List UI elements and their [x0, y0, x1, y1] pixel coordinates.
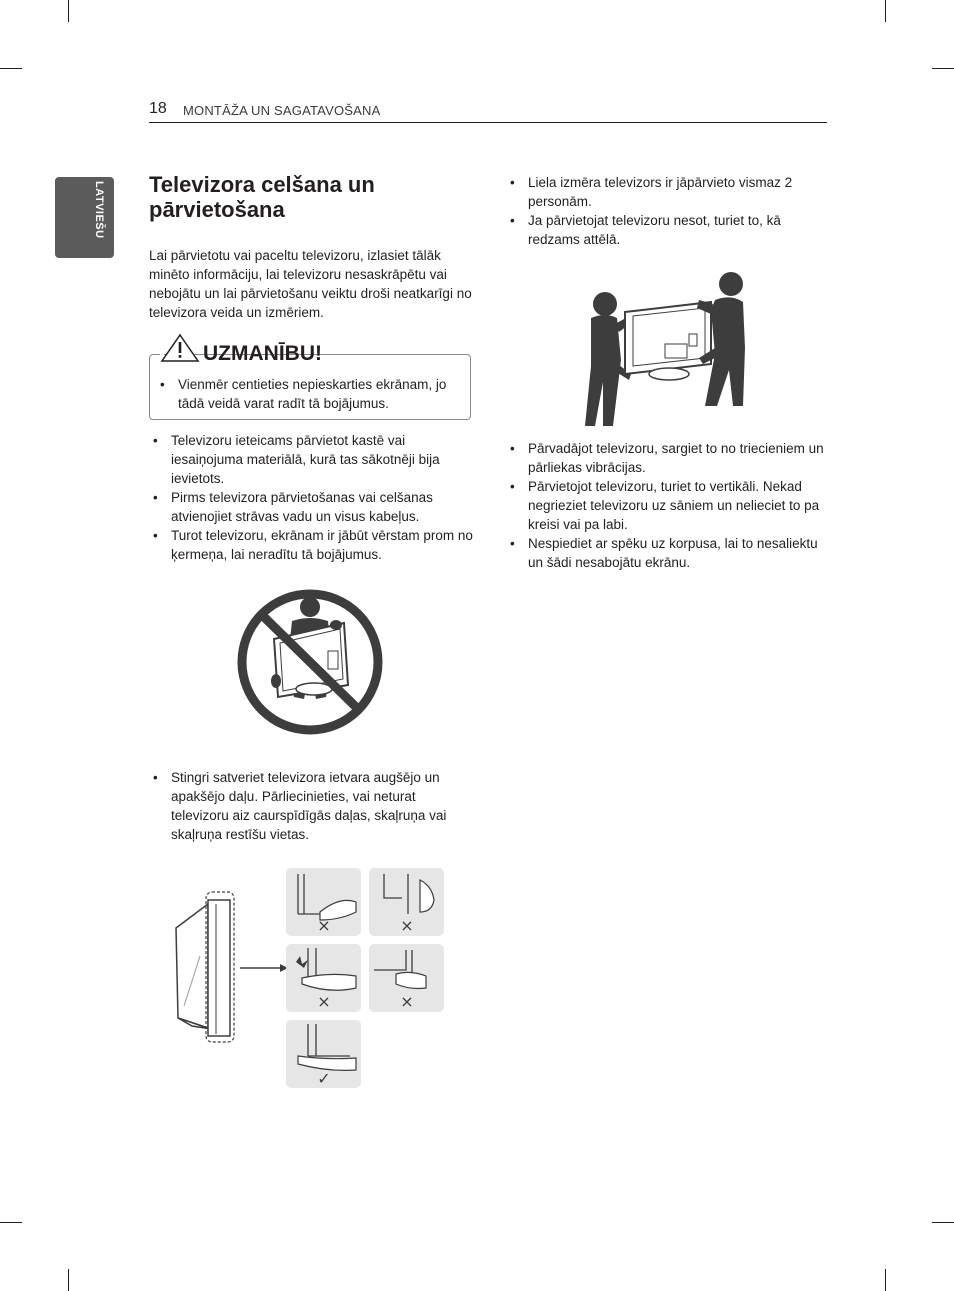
page-number: 18: [149, 100, 167, 117]
caution-list: [156, 375, 456, 413]
two-person-tips-list: [506, 173, 826, 249]
list-item: • Turot televizoru, ekrānam ir jābūt vērstam prom no ķermeņa, lai neradītu tā bojājumus.: [149, 526, 475, 564]
crop-mark: [885, 0, 886, 22]
list-item: • Pārvadājot televizoru, sargiet to no triecieniem un pārliekas vibrācijas.: [506, 439, 828, 477]
page-title: Televizora celšana un pārvietošana: [149, 172, 375, 222]
grip-positions-illustration: [170, 866, 450, 1090]
language-tab-label: LATVIEŠU: [93, 181, 105, 239]
grip-mark: ×: [400, 992, 414, 1011]
list-item: • Vienmēr centieties nepieskarties ekrānam, jo tādā veidā varat radīt tā bojājumus.: [156, 375, 456, 413]
transport-tips-list: [506, 439, 828, 572]
prohibited-carry-illustration: [236, 589, 384, 735]
crop-mark: [68, 1269, 69, 1291]
caution-label: UZMANĪBU!: [203, 342, 322, 365]
list-item: • Ja pārvietojat televizoru nesot, turiet to, kā redzams attēlā.: [506, 211, 826, 249]
list-item: • Televizoru ieteicams pārvietot kastē vai iesaiņojuma materiālā, kurā tas sākotnēji bija ievietots.: [149, 431, 475, 488]
crop-mark: [932, 1222, 954, 1223]
section-title: MONTĀŽA UN SAGATAVOŠANA: [183, 103, 381, 118]
grip-mark: ✓: [317, 1069, 331, 1088]
moving-tips-list: [149, 431, 475, 564]
crop-mark: [932, 68, 954, 69]
list-item: • Stingri satveriet televizora ietvara augšējo un apakšējo daļu. Pārliecinieties, vai neturat televizoru aiz caurspīdīgās daļas, skaļruņa vai skaļruņa restīšu vietas.: [149, 768, 475, 844]
page-header: [149, 100, 827, 123]
grip-mark: ×: [317, 992, 331, 1011]
list-item: • Pirms televizora pārvietošanas vai celšanas atvienojiet strāvas vadu un visus kabeļus.: [149, 488, 475, 526]
list-item: • Nespiediet ar spēku uz korpusa, lai to nesaliektu un šādi nesabojātu ekrānu.: [506, 534, 828, 572]
crop-mark: [0, 1222, 22, 1223]
crop-mark: [0, 68, 22, 69]
grip-tips-list: [149, 768, 475, 844]
crop-mark: [885, 1269, 886, 1291]
crop-mark: [68, 0, 69, 22]
caution-heading: [160, 333, 322, 369]
list-item: • Liela izmēra televizors ir jāpārvieto vismaz 2 personām.: [506, 173, 826, 211]
warning-icon: [160, 333, 200, 363]
grip-mark: ×: [400, 916, 414, 935]
list-item: • Pārvietojot televizoru, turiet to vertikāli. Nekad negrieziet televizoru uz sāniem un nelieciet to pa kreisi vai pa labi.: [506, 477, 828, 534]
two-person-carry-illustration: [585, 270, 747, 428]
intro-paragraph: Lai pārvietotu vai paceltu televizoru, izlasiet tālāk minēto informāciju, lai televizoru nesaskrāpētu vai nebojātu un lai pārvietošanu veiktu droši neatkarīgi no televizora veida un izmēriem.: [149, 248, 472, 320]
grip-mark: ×: [317, 916, 331, 935]
language-tab: [55, 177, 114, 258]
